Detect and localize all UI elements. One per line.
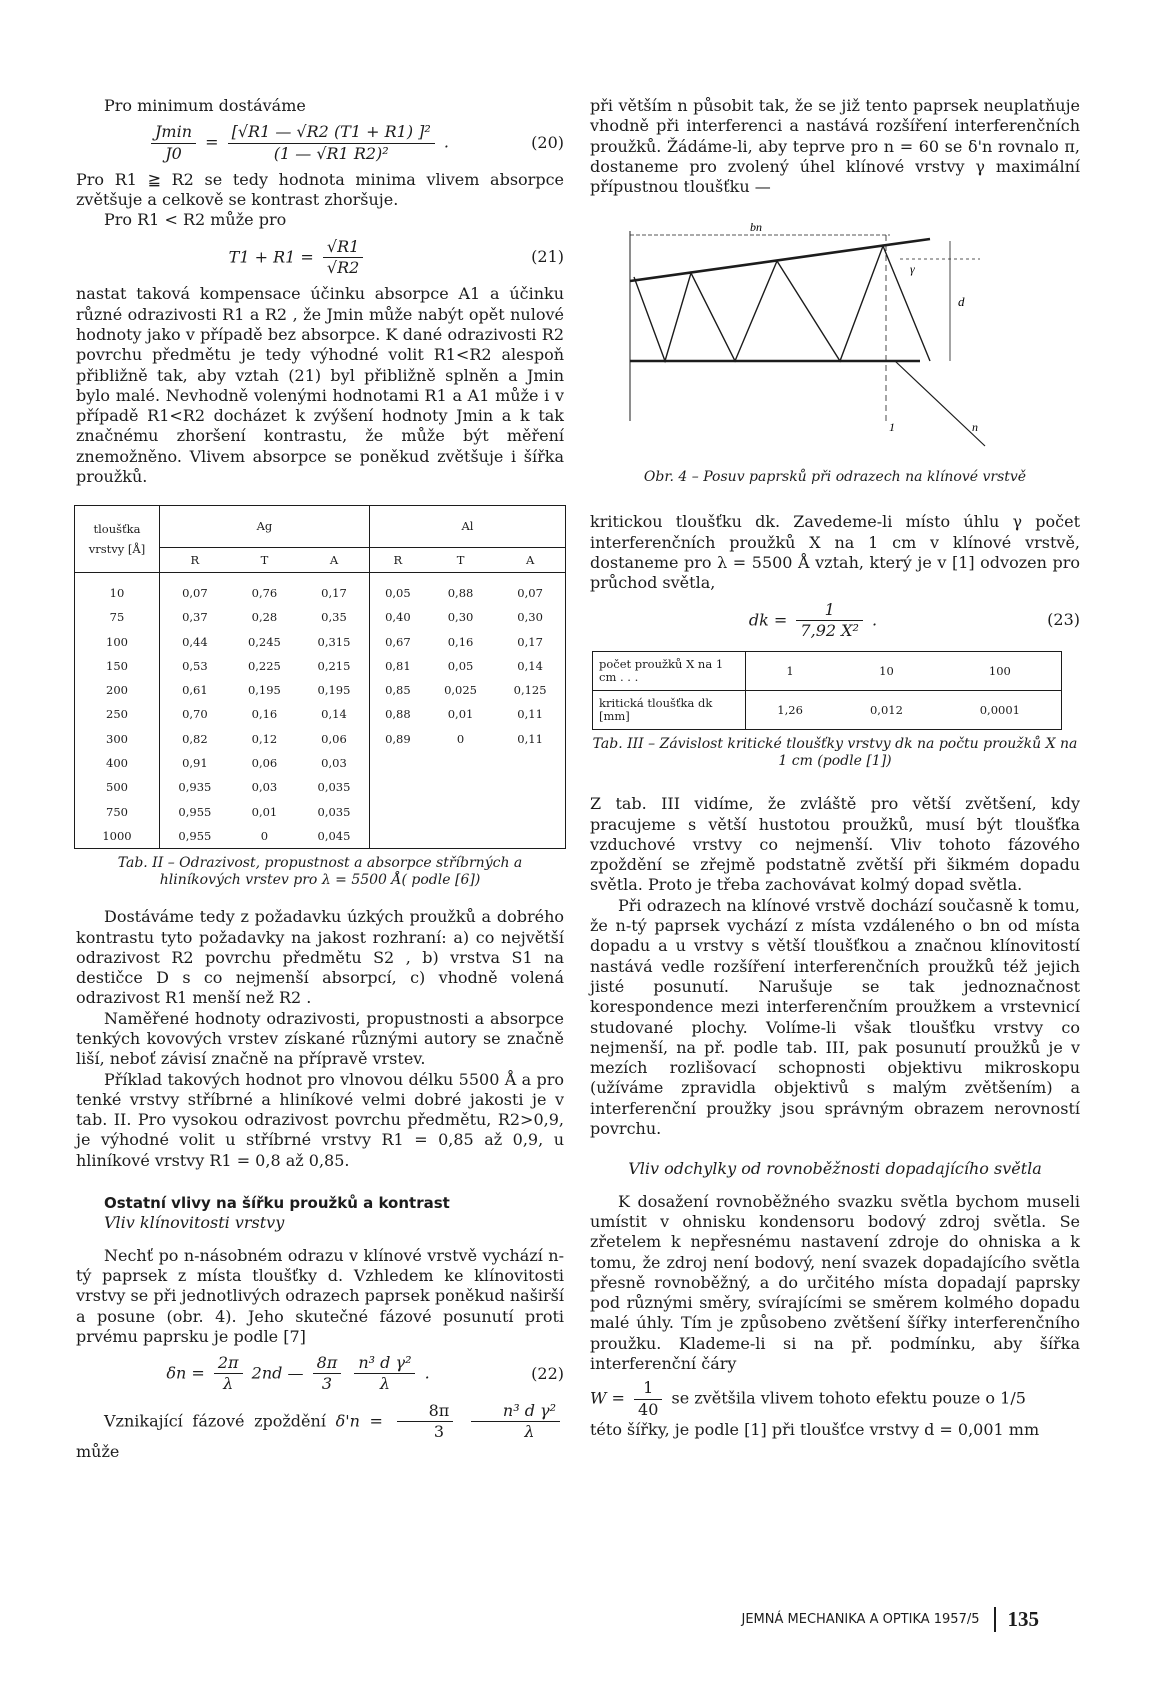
- eq22-lhs: δn =: [166, 1363, 205, 1383]
- table-cell: 0,07: [517, 585, 543, 600]
- figure-4-caption: Obr. 4 – Posuv paprsků při odrazech na klínové vrstvě: [643, 469, 1027, 486]
- table-cell: 0,70: [160, 702, 230, 726]
- table-cell: 200: [106, 683, 128, 698]
- eq22-a-num: 2π: [214, 1353, 243, 1374]
- eq22-a-den: λ: [223, 1374, 234, 1394]
- equation-23: dk = $\frac{1}{\text{7,92 X²}}$ . (23): [748, 599, 1080, 640]
- table-cell: 0,215: [317, 658, 351, 673]
- text: může: [76, 1442, 120, 1462]
- table-cell: 0,61: [160, 678, 230, 702]
- paragraph: K dosažení rovnoběžného svazku světla bychom museli umístit v ohnisku kondensoru bodový zdroj světla. Se zřetelem k nepřesnému nastavení zdroje do ohniska a k tomu, že zdroj není bodový, není svazek dopadajícího světla přesně rovnoběžný, a do určitého místa dopadají paprsky pod různými směry, svírajícími se směrem kolmého dopadu malé úhly. Tím je způsobeno zvětšení šířky interferenčního proužku. Klademe-li si na př. podmínku, aby šířka interferenční čáry: [590, 1191, 1080, 1373]
- table-cell: 0,16: [251, 707, 278, 722]
- eq21-num: √R1: [323, 237, 363, 258]
- eq21-den: √R2: [326, 258, 360, 278]
- eq20-rhs-den: (1 — √R1 R2)²: [273, 143, 389, 163]
- table-col-head: A: [299, 547, 369, 572]
- table-3-caption: Tab. III – Závislost kritické tloušťky vrstvy dk na počtu proužků X na 1 cm (podle [1]): [592, 736, 1078, 770]
- table-cell: 150: [106, 658, 128, 673]
- equation-number: (21): [531, 247, 564, 267]
- table-cell: 0,07: [160, 572, 230, 605]
- inline-eq-num: 1: [634, 1378, 662, 1399]
- table-cell: [369, 775, 426, 799]
- table-cell: 0,06: [251, 756, 278, 771]
- table-cell: 500: [106, 780, 128, 795]
- table-row: [75, 775, 566, 799]
- table-cell: 0,225: [247, 658, 281, 673]
- table-cell: 0: [456, 731, 465, 746]
- label-1: 1: [889, 420, 895, 435]
- table-cell: 0,11: [517, 731, 543, 746]
- table-cell: 0,67: [369, 630, 426, 654]
- equation-number: (22): [531, 1363, 564, 1383]
- table-row: [75, 654, 566, 678]
- table-cell: [495, 824, 565, 849]
- paragraph: Pro minimum dostáváme: [104, 96, 306, 115]
- inline-eq-num: n³ d γ²: [471, 1401, 560, 1422]
- table-cell: 0,195: [247, 683, 281, 698]
- table-cell: 0: [260, 828, 269, 843]
- table-3-cell: 100: [939, 652, 1062, 691]
- table-3-cell: 0,0001: [979, 703, 1020, 718]
- table-cell: 0,025: [444, 683, 477, 698]
- paragraph: [590, 1378, 1080, 1420]
- table-3-row-label: kritická tloušťka dk [mm]: [593, 691, 746, 730]
- table-cell: 0,01: [251, 804, 278, 819]
- table-cell: 0,035: [317, 804, 351, 819]
- table-cell: 0,35: [321, 610, 347, 625]
- table-cell: 0,30: [447, 610, 474, 625]
- paragraph: Při odrazech na klínové vrstvě dochází současně k tomu, že n-tý paprsek vychází z místa vzdáleného o bn od místa dopadu a u vrstvy s větší tloušťkou a značnou klínovitostí nastává vedle rozšíření interferenčních proužků též jejich jisté posunutí. Narušuje se tak jednoznačnost korespondence mezi interferenčním proužkem a vrstevnicí studované plochy. Volíme-li však tloušťku vrstvy co nejmenší, na př. podle tab. III, pak posunutí proužků je v mezích rozlišovací schopnosti objektivu mikroskopu (užíváme zpravidla objektivů s malým zvětšením) a interferenční proužky jsou správným obrazem nerovností povrchu.: [590, 895, 1080, 1139]
- table-cell: [495, 775, 565, 799]
- paragraph: Pro R1 < R2 může pro: [104, 210, 287, 230]
- paragraph: Pro R1 ≧ R2 se tedy hodnota minima vlivem absorpce zvětšuje a celkově se kontrast zhoršuje.: [76, 169, 564, 210]
- equation-20: $\frac{Jmin}{J0}$ = $\frac{\text{[√R1 — √R2 (T1 + R1) ]²}}{\text{(1 — √R1 R2)²}}$ . (20): [76, 122, 564, 164]
- table-cell: 750: [106, 804, 128, 819]
- eq22-b-den: 3: [321, 1374, 333, 1394]
- table-cell: [426, 775, 495, 799]
- inline-eq-den: λ: [524, 1422, 535, 1442]
- table-cell: 0,88: [369, 702, 426, 726]
- table-2-body: [75, 572, 566, 848]
- label-gamma: γ: [910, 262, 915, 277]
- ray-path: [634, 246, 930, 361]
- right-column: [590, 96, 1080, 1440]
- table-3-cell: 0,012: [869, 703, 903, 718]
- table-cell: 0,03: [251, 780, 278, 795]
- table-cell: 0,37: [160, 605, 230, 629]
- table-cell: [369, 824, 426, 849]
- table-cell: 0,955: [160, 824, 230, 849]
- table-col-head: A: [495, 547, 565, 572]
- table-cell: 0,245: [247, 634, 281, 649]
- table-cell: 0,12: [251, 731, 278, 746]
- table-2: [74, 505, 566, 849]
- table-cell: 0,01: [447, 707, 474, 722]
- eq20-lhs-den: J0: [165, 143, 182, 163]
- left-column: [76, 96, 564, 1463]
- table-cell: 0,955: [160, 800, 230, 824]
- equation-22: δn = $\frac{2\pi}{\lambda}$ 2nd — $\frac{8\pi}{3}$ $\frac{\text{n³ d γ²}}{\lambda}$ . (22): [166, 1353, 564, 1394]
- label-bn: bn: [750, 220, 762, 235]
- page-number: 135: [994, 1607, 1040, 1632]
- table-head-ag: Ag: [160, 506, 370, 547]
- table-cell: 0,05: [369, 572, 426, 605]
- paragraph: této šířky, je podle [1] při tloušťce vrstvy d = 0,001 mm: [590, 1419, 1040, 1439]
- table-cell: 1000: [102, 828, 132, 843]
- table-col-head: R: [369, 547, 426, 572]
- table-cell: 0,40: [369, 605, 426, 629]
- eq23-den: 7,92 X²: [800, 620, 859, 640]
- eq22-c-num: n³ d γ²: [354, 1353, 415, 1374]
- table-cell: 0,14: [517, 658, 543, 673]
- paragraph: Z tab. III vidíme, že zvláště pro větší zvětšení, kdy pracujeme s větší hustotou proužků, musí být tloušťka vzduchové vrstvy co nejmenší. Vliv tohoto fázového zpoždění se zřejmě podstatně zvětší při šikmém dopadu světla. Proto je třeba zachovávat kolmý dopad světla.: [590, 794, 1080, 895]
- table-2-caption: Tab. II – Odrazivost, propustnost a absorpce stříbrných a hliníkových vrstev pro λ = 5500 Å( podle [6]): [117, 855, 523, 889]
- equation-number: (20): [531, 132, 564, 152]
- inline-eq: δ'n =: [335, 1411, 383, 1431]
- table-cell: [369, 800, 426, 824]
- table-col-head: R: [160, 547, 230, 572]
- table-cell: 10: [109, 585, 125, 600]
- label-d: d: [958, 294, 965, 310]
- figure-4-wedge-diagram: [600, 211, 1070, 461]
- table-cell: 0,85: [369, 678, 426, 702]
- paragraph: kritickou tloušťku dk. Zavedeme-li místo úhlu γ počet interferenčních proužků X na 1 cm v klínové vrstvě, dostaneme pro λ = 5500 Å vztah, který je v [1] odvozen pro průchod světla,: [590, 512, 1080, 593]
- table-cell: 400: [106, 756, 128, 771]
- table-cell: 0,30: [517, 610, 543, 625]
- text: Vznikající fázové zpoždění: [104, 1411, 326, 1431]
- table-col-head: T: [426, 547, 495, 572]
- table-row: [75, 678, 566, 702]
- eq20-lhs-num: Jmin: [151, 122, 196, 143]
- table-cell: 0,14: [321, 707, 347, 722]
- table-row: [75, 605, 566, 629]
- eq23-num: 1: [796, 600, 863, 621]
- page-footer: [742, 1607, 1040, 1632]
- table-row: [75, 824, 566, 849]
- table-3-row-label: počet proužků X na 1 cm . . .: [593, 652, 746, 691]
- table-cell: 0,28: [251, 610, 278, 625]
- table-cell: 0,035: [317, 780, 351, 795]
- table-cell: 0,935: [160, 775, 230, 799]
- subsection-heading: Vliv klínovitosti vrstvy: [104, 1213, 285, 1233]
- table-cell: 0,17: [321, 585, 347, 600]
- table-cell: [495, 800, 565, 824]
- table-3-cell: 1,26: [777, 703, 803, 718]
- table-cell: 0,81: [369, 654, 426, 678]
- table-3-cell: 1: [746, 652, 835, 691]
- table-cell: 0,03: [321, 756, 347, 771]
- table-3-cell: 10: [834, 652, 939, 691]
- table-cell: 0,76: [251, 585, 278, 600]
- table-cell: 0,195: [317, 683, 351, 698]
- table-head-al: Al: [369, 506, 565, 547]
- table-cell: 0,125: [513, 683, 547, 698]
- table-cell: [369, 751, 426, 775]
- paragraph: [76, 1401, 564, 1463]
- table-row: [75, 630, 566, 654]
- paragraph: Naměřené hodnoty odrazivosti, propustnosti a absorpce tenkých kovových vrstev získané různými autory se značně liší, neboť závisí značně na přípravě vrstev.: [76, 1008, 564, 1069]
- table-cell: 0,91: [160, 751, 230, 775]
- table-cell: 75: [109, 610, 125, 625]
- table-cell: 100: [106, 634, 128, 649]
- wedge-top: [630, 239, 930, 281]
- eq23-lhs: dk =: [748, 609, 788, 629]
- eq22-c-den: λ: [379, 1374, 390, 1394]
- table-cell: 0,89: [369, 727, 426, 751]
- table-row: [75, 800, 566, 824]
- paragraph: Příklad takových hodnot pro vlnovou délku 5500 Å a pro tenké vrstvy stříbrné a hliníkové velmi dobré jakosti je v tab. II. Pro vysokou odrazivost povrchu předmětu, R2>0,9, je výhodné volit u stříbrné vrstvy R1 = 0,85 až 0,9, u hliníkové vrstvy R1 = 0,8 až 0,85.: [76, 1069, 564, 1170]
- equation-21: [76, 237, 564, 279]
- label-n: n: [972, 420, 978, 435]
- inline-eq-num: 8π: [397, 1401, 454, 1422]
- equation-number: (23): [1047, 610, 1080, 630]
- paragraph: Nechť po n-násobném odrazu v klínové vrstvě vychází n-tý paprsek z místa tloušťky d. Vzhledem ke klínovitosti vrstvy se při jednotlivých odrazech paprsek poněkud naširší a posune (obr. 4). Jeho skutečné fázové posunutí proti prvému paprsku je podle [7]: [76, 1245, 564, 1346]
- table-cell: [426, 824, 495, 849]
- table-cell: 0,06: [321, 731, 347, 746]
- table-row: [75, 751, 566, 775]
- eq22-b-num: 8π: [313, 1353, 342, 1374]
- table-cell: 0,05: [447, 658, 474, 673]
- table-cell: [426, 800, 495, 824]
- table-cell: 0,11: [517, 707, 543, 722]
- table-cell: 0,53: [160, 654, 230, 678]
- table-cell: [495, 751, 565, 775]
- table-row: [75, 572, 566, 605]
- eq22-mid: 2nd —: [251, 1363, 304, 1383]
- table-head-thickness: tloušťka vrstvy [Å]: [75, 506, 160, 573]
- subsection-heading: Vliv odchylky od rovnoběžnosti dopadajícího světla: [628, 1159, 1042, 1179]
- table-cell: 250: [106, 707, 128, 722]
- table-row: [75, 727, 566, 751]
- table-row: [75, 702, 566, 726]
- paragraph: nastat taková kompensace účinku absorpce A1 a účinku různé odrazivosti R1 a R2 , že Jmin může nabýt opět nulové hodnoty jako v případě bez absorpce. K dané odrazivosti R2 povrchu předmětu je tedy výhodné volit R1<R2 alespoň přibližně tak, aby vztah (21) byl přibližně splněn a Jmin bylo malé. Nevhodně volenými hodnotami R1 a A1 může i v případě R1<R2 docházet k zvýšení hodnoty Jmin a k tak značnému zhoršení kontrastu, že může být měření znemožněno. Vlivem absorpce se poněkud zvětšuje i šířka proužků.: [76, 284, 564, 487]
- journal-name: JEMNÁ MECHANIKA A OPTIKA 1957/5: [741, 1612, 980, 1627]
- table-3: [592, 651, 1062, 730]
- table-cell: 0,88: [447, 585, 474, 600]
- table-col-head: T: [230, 547, 299, 572]
- table-cell: 0,16: [447, 634, 474, 649]
- paragraph: při větším n působit tak, že se již tento paprsek neuplatňuje vhodně při interferenci a nastává rozšíření interferenčních proužků. Žádáme-li, aby teprve pro n = 60 se δ'n rovnalo π, dostaneme pro zvolený úhel klínové vrstvy γ maximální přípustnou tloušťku —: [590, 96, 1080, 197]
- table-cell: 300: [106, 731, 128, 746]
- table-cell: 0,82: [160, 727, 230, 751]
- table-cell: 0,045: [317, 828, 351, 843]
- paragraph: Dostáváme tedy z požadavku úzkých proužků a dobrého kontrastu tyto požadavky na jakost rozhraní: a) co největší odrazivost R2 povrchu předmětu S2 , b) vrstva S1 na destičce D s co nejmenší absorpcí, c) vhodně volená odrazivost R1 menší než R2 .: [76, 907, 564, 1008]
- inline-eq: W =: [590, 1388, 625, 1408]
- table-cell: 0,44: [160, 630, 230, 654]
- table-cell: 0,17: [517, 634, 543, 649]
- inline-eq-den: 40: [638, 1399, 659, 1419]
- eq21-lhs: T1 + R1 =: [228, 247, 314, 267]
- section-heading: Ostatní vlivy na šířku proužků a kontrast: [104, 1194, 450, 1213]
- table-cell: [426, 751, 495, 775]
- eq20-rhs-num: [√R1 — √R2 (T1 + R1) ]²: [228, 122, 435, 143]
- inline-eq-den: 3: [433, 1422, 444, 1442]
- table-cell: 0,315: [317, 634, 351, 649]
- text: se zvětšila vlivem tohoto efektu pouze o 1/5: [671, 1388, 1026, 1408]
